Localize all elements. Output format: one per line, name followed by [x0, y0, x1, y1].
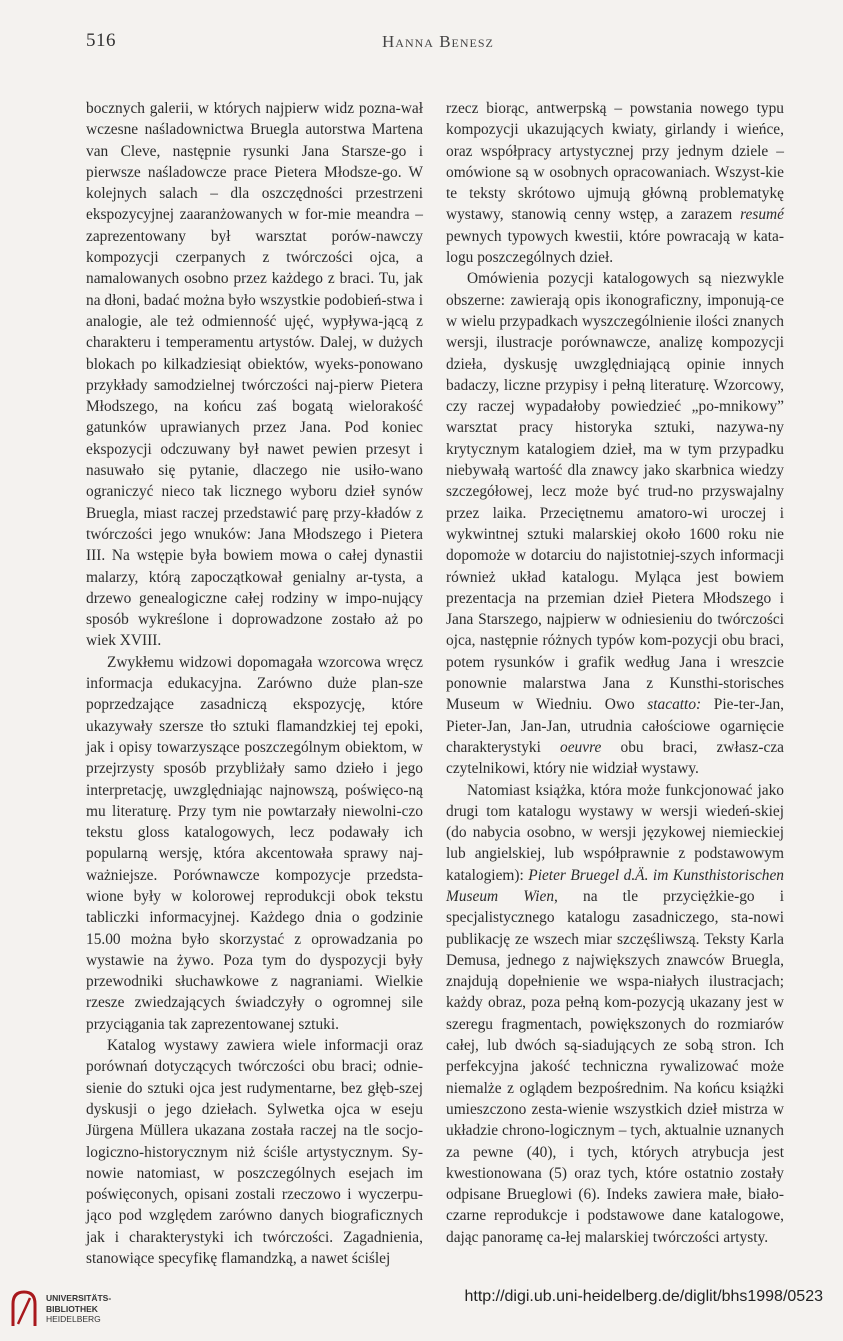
text-run: pewnych typowych kwestii, które powracają w kata-logu poszczególnych dzieł. [446, 227, 784, 267]
running-head: Hanna Benesz [382, 32, 494, 51]
source-url-link[interactable]: http://digi.ub.uni-heidelberg.de/diglit/bhs1998/0523 [464, 1288, 823, 1305]
library-logo[interactable] [10, 1288, 130, 1332]
logo-line-3: HEIDELBERG [46, 1314, 101, 1324]
text-run: rzecz biorąc, antwerpską – powstania nowego typu kompozycji ukazujących kwiaty, girlandy i wieńce, oraz współpracy artystycznej przy jednym dziele – omówione są w osobnych opracowaniach. Wszyst-kie te teksty skrótowo ujmują główną problematykę wystawy, stanowią cenny wstęp, a zarazem [446, 100, 784, 224]
logo-slash-icon [18, 1298, 30, 1324]
logo-line-1: UNIVERSITÄTS- [46, 1293, 112, 1303]
paragraph [446, 780, 784, 1249]
logo-line-2: BIBLIOTHEK [46, 1303, 98, 1314]
paragraph: bocznych galerii, w których najpierw widz pozna-wał wczesne naśladownictwa Bruegla autorstwa Martena van Cleve, następnie rysunki Jana Starsze-go i pierwsze naśladowcze prace Pietera Młodsze-go. W kolejnych salach – dla oszczędności przestrzeni ekspozycyjnej zaaranżowanych w for-mie meandra – zaprezentowany był warsztat porów-nawczy kompozycji czerpanych z twórczości ojca, a namalowanych osobno przez każdego z braci. Tu, jak na dłoni, badać można było wszystkie podobień-stwa i analogie, ale też odmienność ujęć, wypływa-jącą z charakteru i temperamentu artystów. Dalej, w dużych blokach po kilkadziesiąt obiektów, wyeks-ponowano przykłady samodzielnej twórczości naj-pierw Pietera Młodszego, na końcu zaś bogatą wielorakość gatunków uprawianych przez Jana. Pod koniec ekspozycji odczuwany był nawet pewien przesyt i nasuwało się pytanie, dlaczego nie usiło-wano ograniczyć nieco tak licznego wyboru dzieł synów Bruegla, miast raczej przedstawić parę przy-kładów z twórczości jego wnuków: Jana Młodszego i Pietera III. Na wstępie była bowiem mowa o całej dynastii malarzy, którą zapoczątkował genialny ar-tysta, a drzewo genealogiczne całej rodziny w impo-nujący sposób wykreślone i doprowadzone zostało aż po wiek XVIII. [86, 100, 423, 650]
paragraph: Zwykłemu widzowi dopomagała wzorcowa wręcz informacja edukacyjna. Zarówno duże plan-sze poprzedzające zasadniczą ekspozycję, które ukazywały szersze tło sztuki flamandzkiej tej epoki, jak i opisy towarzyszące poszczególnym obiektom, w przejrzysty sposób przybliżały samo dzieło i jego interpretację, uwzględniając najnowszą, poświęco-ną mu literaturę. Przy tym nie powtarzały niewolni-czo tekstu gloss katalogowych, lecz podawały ich popularną wersję, która akcentowała sprawy naj-ważniejsze. Porównawcze kompozycje przedsta-wione były w kolorowej reprodukcji obok tekstu tabliczki informacyjnej. Każdego dnia o godzinie 15.00 można było skorzystać z oprowadzania po wystawie na żywo. Poza tym do dyspozycji były przewodniki słuchawkowe z nagraniami. Wielkie rzesze zwiedzających świadczyły o ogromnej sile przyciągania tak zaprezentowanej sztuki. [86, 653, 423, 1033]
text-run: Natomiast książka, która może funkcjonować jako drugi tom katalogu wystawy w wersji wiedeń-skiej (do nabycia osobno, w wersji językowej niemieckiej lub angielskiej, lub współprawnie z podstawowym katalogiem): [446, 781, 784, 884]
text-run: Omówienia pozycji katalogowych są niezwykle obszerne: zawierają opis ikonograficzny, imponują-ce w wielu przypadkach wyszczególnienie ilości znanych wersji, ilustracje porównawcze, analizę kompozycji dzieła, dyskusję uwzględniającą opinie innych badaczy, liczne przypisy i pełną literaturę. Wzorcowy, czy raczej wypadałoby powiedzieć „po-mnikowy” warsztat pracy historyka sztuki, nazywa-ny krytycznym katalogiem dzieł, ma w tym przypadku niebywałą wartość dla znawcy jako skarbnica wiedzy szczegółowej, lecz może być trud-no przyswajalny przez laika. Przeciętnemu amatoro-wi uroczej i wykwintnej sztuki malarskiej około 1600 roku nie dopomoże w dotarciu do najistotniej-szych informacji również układ katalogu. Myląca jest bowiem prezentacja na przemian dzieł Pietera Młodszego i Jana Starszego, najpierw w odniesieniu do twórczości ojca, następnie różnych typów kom-pozycji obu braci, potem rysunków i grafik według Jana i wreszcie ponownie malarstwa Jana z Kunsthi-storisches Museum w Wiedniu. Owo [446, 270, 784, 714]
text-run: Pie-ter-Jan, Pieter-Jan, Jan-Jan, utrudnia całościowe ogarnięcie charakterystyki [446, 696, 784, 756]
paragraph: Katalog wystawy zawiera wiele informacji oraz porównań dotyczących twórczości obu braci; odnie-sienie do sztuki ojca jest rudymentarne, bez głęb-szej dyskusji o jego dziełach. Sylwetka ojca w eseju Jürgena Müllera ukazana została raczej na tle socjo-logiczno-historycznym niż ściśle artystycznym. Sy-nowie natomiast, w poszczególnych esejach im poświęconych, opisani zostali rzeczowo i wyczerpu-jąco pod względem zarówno danych biograficznych jak i charakterystyki ich twórczości. Zagadnienia, stanowiące specyfikę flamandzką, a nawet ściślej [86, 1037, 423, 1268]
italic-title: Pieter Bruegel d.Ä. im Kunsthistorischen Museum Wien [446, 866, 784, 905]
footer [0, 1280, 843, 1341]
italic-term: resumé [740, 206, 784, 224]
left-column [86, 98, 423, 1269]
paragraph [446, 268, 784, 779]
library-logo-icon [10, 1288, 38, 1328]
text-run: obu braci, zwłasz-cza czytelnikowi, który nie widział wystawy. [446, 738, 784, 778]
paragraph [446, 98, 784, 268]
library-logo-text [46, 1293, 111, 1325]
italic-term: stacatto: [647, 696, 702, 714]
italic-term: oeuvre [560, 738, 602, 756]
page-header [86, 30, 757, 60]
text-run: , na tle przyciężkie-go i specjalistycznego katalogu zasadniczego, sta-nowi publikację ze wszech miar szczęśliwszą. Teksty Karla Demusa, jednego z największych znawców Bruegla, znajdują dopełnienie we wspa-niałych ilustracjach; każdy obraz, poza pełną kom-pozycją ukazany jest w szeregu fragmentach, powiększonych do rozmiarów całej, lub dwóch są-siadujących ze sobą stron. Ich perfekcyjna jakość techniczna rywalizować może niemalże z oglądem bezpośrednim. Na końcu książki umieszczono zesta-wienie wszystkich dzieł mistrza w układzie chrono-logicznym – tych, aktualnie uznanych za pewne (40), i tych, których atrybucja jest kwestionowana (5) oraz tych, które ostatnio zostały odpisane Brueglowi (6). Indeks zawiera małe, biało-czarne reprodukcje i podstawowe dane katalogowe, dając panoramę ca-łej malarskiej twórczości artysty. [446, 887, 784, 1246]
page-number: 516 [86, 30, 116, 51]
right-column [446, 98, 784, 1248]
